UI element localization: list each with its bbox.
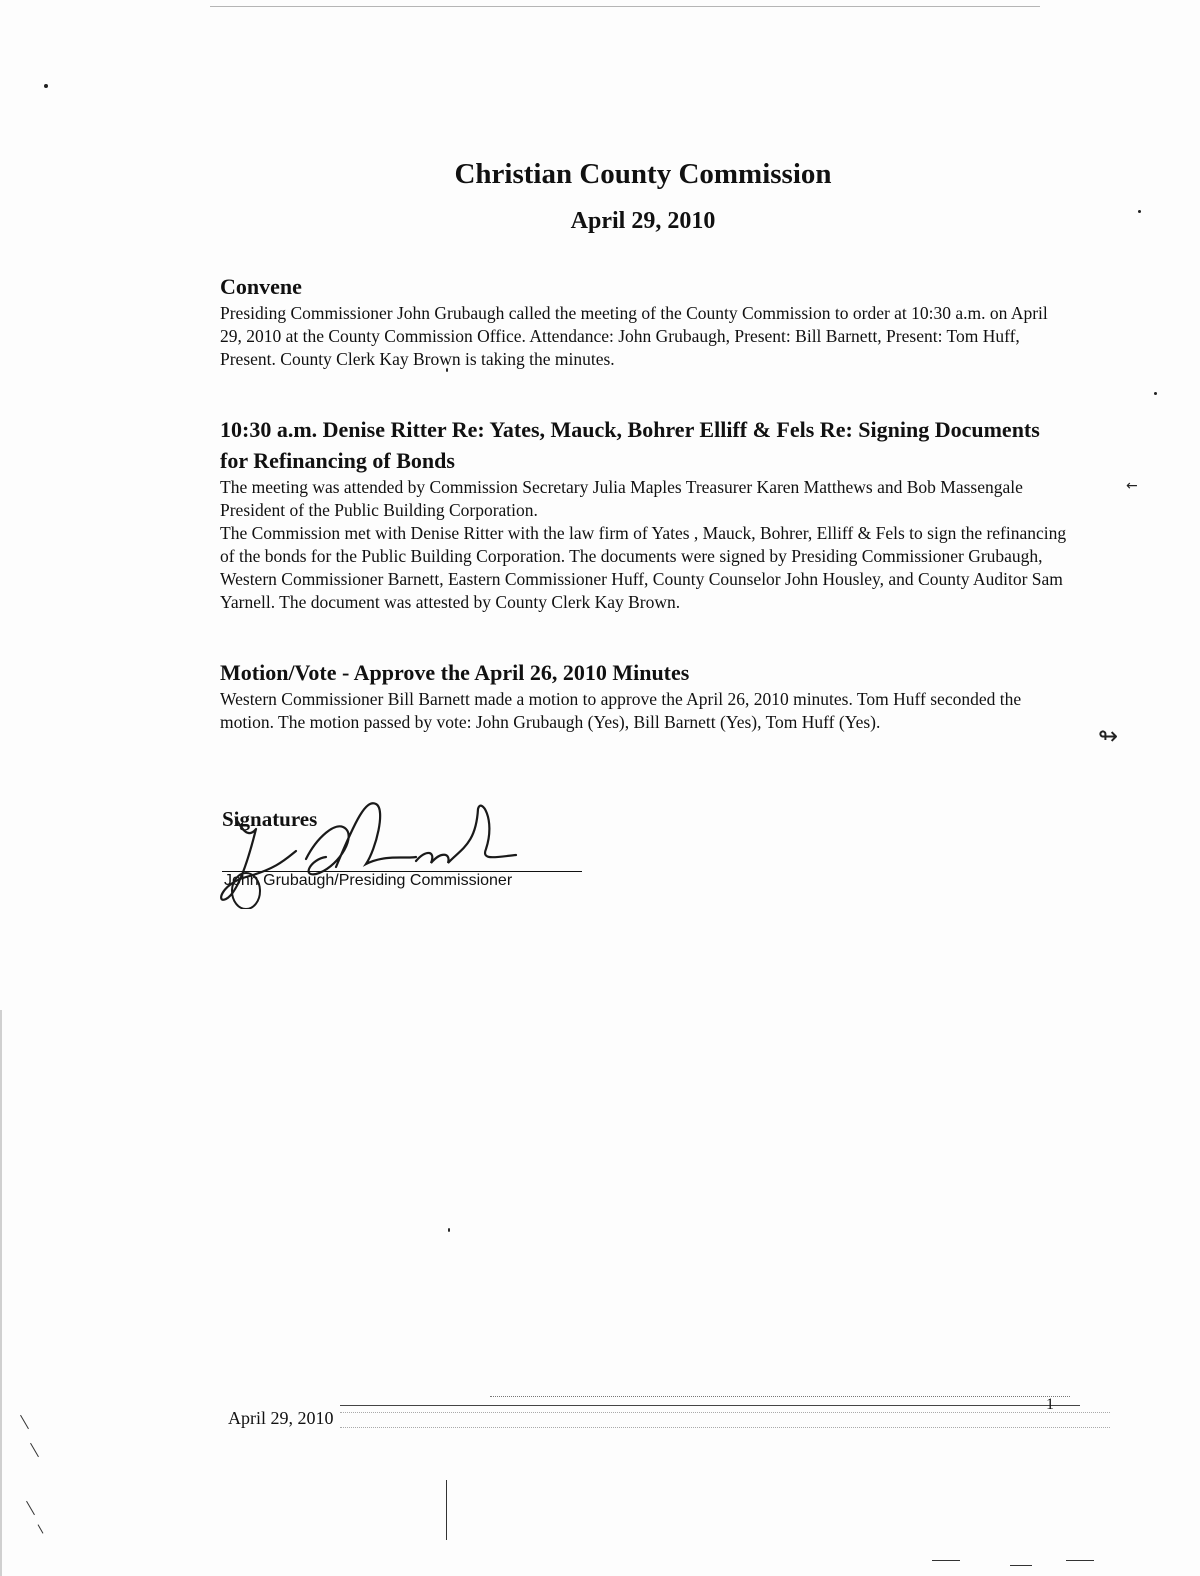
- footer-rule: [340, 1405, 1080, 1406]
- section-refinancing: [220, 414, 1070, 614]
- section-paragraph: The Commission met with Denise Ritter with the law firm of Yates , Mauck, Bohrer, Elliff & Fels to sign the refinancing of the bonds for the Public Building Corporation. The documents were signed by Presiding Commissioner Grubaugh, Western Commissioner Barnett, Eastern Commissioner Huff, County Counselor John Housley, and County Auditor Sam Yarnell. The document was attested by County Clerk Kay Brown.: [220, 523, 1067, 612]
- signature-block: [222, 805, 592, 915]
- footer-date: April 29, 2010: [228, 1408, 334, 1428]
- margin-mark: [30, 1443, 39, 1457]
- page-number: 1: [1046, 1396, 1054, 1413]
- margin-mark: [1066, 1560, 1094, 1561]
- bleed-through-text: [340, 1412, 1110, 1428]
- document-title: Christian County Commission: [454, 158, 832, 190]
- section-paragraph: The meeting was attended by Commission Secretary Julia Maples Treasurer Karen Matthews and Bob Massengale President of the Public Building Corporation.: [220, 477, 1023, 520]
- margin-mark: ↬: [1098, 722, 1119, 750]
- margin-mark: [932, 1560, 960, 1561]
- handwritten-signature: [216, 799, 546, 909]
- bleed-through-text: [490, 1388, 1070, 1397]
- margin-mark: [20, 1415, 29, 1429]
- scan-edge-line: [210, 6, 1040, 7]
- signatures-heading: Signatures: [222, 807, 318, 831]
- section-convene: [220, 272, 1070, 371]
- section-motion-vote: [220, 658, 1070, 734]
- margin-mark: ←: [1126, 478, 1138, 494]
- section-heading: Motion/Vote - Approve the April 26, 2010 Minutes: [220, 660, 690, 685]
- scan-speck: [44, 84, 48, 88]
- section-paragraph: Presiding Commissioner John Grubaugh called the meeting of the County Commission to order at 10:30 a.m. on April 29, 2010 at the County Commission Office. Attendance: John Grubaugh, Present: Bill Barnett, Present: Tom Huff, Present. County Clerk Kay Brown is taking the minutes.: [220, 303, 1048, 369]
- margin-mark: [1010, 1565, 1032, 1566]
- document-date: April 29, 2010: [570, 208, 716, 234]
- section-heading: 10:30 a.m. Denise Ritter Re: Yates, Mauck, Bohrer Elliff & Fels Re: Signing Documents for Refinancing of Bonds: [220, 417, 1040, 473]
- scan-speck: [1154, 392, 1157, 395]
- section-paragraph: Western Commissioner Bill Barnett made a motion to approve the April 26, 2010 minutes. Tom Huff seconded the motion. The motion passed by vote: John Grubaugh (Yes), Bill Barnett (Yes), Tom Huff (Yes).: [220, 689, 1022, 732]
- scan-speck: [448, 1228, 450, 1232]
- margin-mark: [38, 1524, 44, 1533]
- margin-mark: [446, 1480, 447, 1540]
- scan-edge-line: [0, 1010, 2, 1576]
- margin-mark: [26, 1501, 35, 1515]
- section-heading: Convene: [220, 274, 302, 299]
- signer-name: John Grubaugh/Presiding Commissioner: [224, 872, 513, 889]
